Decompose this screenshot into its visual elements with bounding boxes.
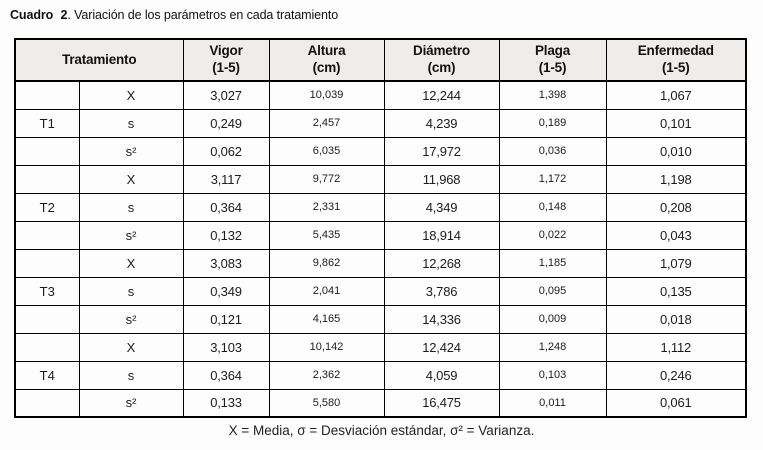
data-cell: 1,398	[499, 81, 606, 109]
data-cell: 0,043	[606, 221, 746, 249]
table-body	[15, 81, 746, 417]
data-cell: 1,198	[606, 165, 746, 193]
data-cell: 0,036	[499, 137, 606, 165]
data-cell: 10,039	[269, 81, 384, 109]
data-cell: 9,862	[269, 249, 384, 277]
data-cell: 0,061	[606, 389, 746, 417]
table-row	[15, 249, 746, 277]
data-cell: 3,786	[384, 277, 499, 305]
table-caption	[10, 8, 338, 22]
table-row	[15, 137, 746, 165]
caption-text: . Variación de los parámetros en cada tratamiento	[67, 8, 339, 22]
header-plaga: Plaga (1-5)	[499, 39, 606, 81]
stat-cell: s²	[79, 137, 183, 165]
data-cell: 0,189	[499, 109, 606, 137]
data-cell: 14,336	[384, 305, 499, 333]
data-cell: 0,103	[499, 361, 606, 389]
data-cell: 0,364	[183, 193, 269, 221]
stat-cell: s	[79, 361, 183, 389]
data-cell: 0,009	[499, 305, 606, 333]
data-cell: 0,018	[606, 305, 746, 333]
data-cell: 0,121	[183, 305, 269, 333]
data-cell: 11,968	[384, 165, 499, 193]
table-row	[15, 165, 746, 193]
data-cell: 0,349	[183, 277, 269, 305]
data-cell: 4,059	[384, 361, 499, 389]
data-cell: 1,112	[606, 333, 746, 361]
header-tratamiento: Tratamiento	[15, 39, 183, 81]
data-cell: 3,083	[183, 249, 269, 277]
treatment-spacer-cell	[15, 81, 79, 109]
data-cell: 5,435	[269, 221, 384, 249]
data-cell: 3,027	[183, 81, 269, 109]
stat-cell: X	[79, 81, 183, 109]
header-diametro: Diámetro (cm)	[384, 39, 499, 81]
table-footnote: X = Media, σ = Desviación estándar, σ² = Varianza.	[228, 423, 535, 438]
data-cell: 5,580	[269, 389, 384, 417]
data-cell: 17,972	[384, 137, 499, 165]
data-cell: 0,208	[606, 193, 746, 221]
header-altura: Altura (cm)	[269, 39, 384, 81]
treatment-label-cell: T1	[15, 109, 79, 137]
table-row	[15, 305, 746, 333]
data-cell: 9,772	[269, 165, 384, 193]
treatment-label-cell: T4	[15, 361, 79, 389]
table-row	[15, 333, 746, 361]
data-cell: 12,244	[384, 81, 499, 109]
data-cell: 18,914	[384, 221, 499, 249]
data-cell: 0,364	[183, 361, 269, 389]
stat-cell: s	[79, 109, 183, 137]
data-cell: 0,148	[499, 193, 606, 221]
data-cell: 0,249	[183, 109, 269, 137]
data-cell: 4,165	[269, 305, 384, 333]
data-cell: 1,248	[499, 333, 606, 361]
treatment-label-cell: T3	[15, 277, 79, 305]
data-cell: 0,101	[606, 109, 746, 137]
table-row	[15, 81, 746, 109]
stat-cell: s	[79, 277, 183, 305]
stat-cell: s	[79, 193, 183, 221]
data-cell: 0,246	[606, 361, 746, 389]
treatment-spacer-cell	[15, 221, 79, 249]
table-row	[15, 361, 746, 389]
data-cell: 2,457	[269, 109, 384, 137]
stat-cell: X	[79, 333, 183, 361]
stat-cell: s²	[79, 389, 183, 417]
treatment-spacer-cell	[15, 389, 79, 417]
header-enfermedad: Enfermedad (1-5)	[606, 39, 746, 81]
data-cell: 6,035	[269, 137, 384, 165]
data-cell: 1,067	[606, 81, 746, 109]
data-cell: 0,010	[606, 137, 746, 165]
data-cell: 1,185	[499, 249, 606, 277]
data-cell: 4,239	[384, 109, 499, 137]
header-row	[15, 39, 746, 81]
data-cell: 0,022	[499, 221, 606, 249]
table-row	[15, 109, 746, 137]
data-cell: 1,172	[499, 165, 606, 193]
treatment-spacer-cell	[15, 137, 79, 165]
data-cell: 12,268	[384, 249, 499, 277]
treatment-spacer-cell	[15, 305, 79, 333]
header-vigor: Vigor (1-5)	[183, 39, 269, 81]
treatment-spacer-cell	[15, 165, 79, 193]
parameters-table	[14, 38, 747, 418]
data-cell: 2,331	[269, 193, 384, 221]
data-cell: 0,062	[183, 137, 269, 165]
data-cell: 0,135	[606, 277, 746, 305]
caption-label: Cuadro 2	[10, 8, 68, 22]
data-cell: 16,475	[384, 389, 499, 417]
data-cell: 0,011	[499, 389, 606, 417]
table-header	[15, 39, 746, 81]
data-cell: 2,362	[269, 361, 384, 389]
data-cell: 2,041	[269, 277, 384, 305]
data-cell: 10,142	[269, 333, 384, 361]
table-row	[15, 389, 746, 417]
data-cell: 0,095	[499, 277, 606, 305]
stat-cell: X	[79, 165, 183, 193]
data-cell: 0,133	[183, 389, 269, 417]
treatment-label-cell: T2	[15, 193, 79, 221]
table-row	[15, 193, 746, 221]
data-cell: 3,103	[183, 333, 269, 361]
treatment-spacer-cell	[15, 249, 79, 277]
data-cell: 12,424	[384, 333, 499, 361]
data-cell: 3,117	[183, 165, 269, 193]
data-cell: 4,349	[384, 193, 499, 221]
table-row	[15, 277, 746, 305]
stat-cell: s²	[79, 305, 183, 333]
data-cell: 1,079	[606, 249, 746, 277]
data-cell: 0,132	[183, 221, 269, 249]
stat-cell: s²	[79, 221, 183, 249]
stat-cell: X	[79, 249, 183, 277]
treatment-spacer-cell	[15, 333, 79, 361]
table-row	[15, 221, 746, 249]
